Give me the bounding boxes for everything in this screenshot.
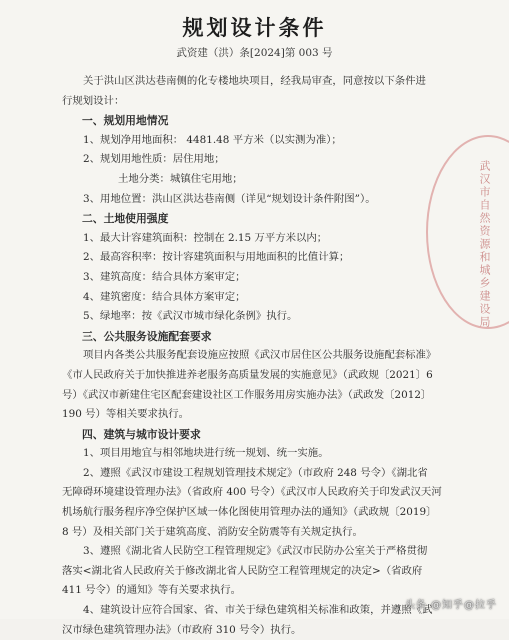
paragraph-line: 411 号令）的通知》等有关要求执行。 (62, 584, 241, 597)
paragraph-line: 项目内各类公共服务配套设施应按照《武汉市居住区公共服务设施配套标准》 (83, 349, 437, 362)
numbered-item: 4、建筑设计应符合国家、省、市关于绿色建筑相关标准和政策，并遵照《武 (83, 604, 433, 617)
numbered-item: 2、规划用地性质：居住用地； (83, 153, 225, 166)
numbered-item: 1、规划净用地面积： 4481.48 平方米（以实测为准）； (83, 133, 342, 146)
paragraph-line: 行规划设计： (62, 94, 125, 107)
numbered-item: 3、遵照《湖北省人民防空工程管理规定》《武汉市民防办公室关于严格贯彻 (83, 545, 428, 558)
paragraph-line: 无障碍环境建设管理办法》（省政府 400 号令）《武汉市人民政府关于印发武汉天河 (62, 486, 442, 499)
sub-item: 土地分类：城镇住宅用地； (118, 172, 243, 185)
official-seal-text: 武汉市自然资源和城乡建设局 (478, 160, 491, 329)
paragraph-line: 《市人民政府关于加快推进养老服务高质量发展的实施意见》（武政规〔2021〕6 (62, 368, 433, 381)
numbered-item: 1、项目用地宜与相邻地块进行统一规划、统一实施。 (83, 447, 329, 460)
paragraph-line: 190 号）等相关要求执行。 (62, 408, 190, 421)
document-title: 规划设计条件 (182, 16, 327, 40)
document-body (62, 72, 462, 640)
numbered-item: 2、遵照《武汉市建设工程规划管理技术规定》（市政府 248 号令）《湖北省 (83, 466, 428, 479)
section-heading: 四、建筑与城市设计要求 (82, 427, 201, 441)
paragraph-line: 汉市绿色建筑管理办法》（市政府 310 号令）执行。 (62, 623, 302, 636)
numbered-item: 3、建筑高度：结合具体方案审定； (83, 270, 246, 283)
document-number: 武资建（洪）条[2024]第 003 号 (176, 47, 333, 59)
paragraph-line: 落实<湖北省人民政府关于修改湖北省人民防空工程管理规定的决定>（省政府 (62, 564, 423, 577)
paragraph-line: 关于洪山区洪达巷南侧的化专楼地块项目，经我局审查，同意按以下条件进 (83, 75, 426, 87)
section-heading: 二、土地使用强度 (82, 212, 169, 226)
numbered-item: 2、最高容积率：按计容建筑面积与用地面积的比值计算； (83, 251, 350, 264)
numbered-item: 5、绿地率：按《武汉市城市绿化条例》执行。 (83, 310, 298, 323)
paragraph-line: 机场航行服务程序净空保护区域一体化图使用管理办法的通知》（武政规〔2019〕 (62, 506, 437, 519)
numbered-item: 4、建筑密度：结合具体方案审定； (83, 290, 246, 303)
watermark: 头条 @知乎@拉乎 (404, 600, 497, 611)
numbered-item: 1、最大计容建筑面积：控制在 2.15 万平方米以内； (83, 231, 328, 244)
section-heading: 一、规划用地情况 (82, 114, 169, 128)
paragraph-line: 号）《武汉市新建住宅区配套建设社区工作服务用房实施办法》（武政发〔2012〕 (62, 388, 432, 401)
numbered-item: 3、用地位置：洪山区洪达巷南侧（详见“规划设计条件附图”）。 (83, 192, 376, 205)
section-heading: 三、公共服务设施配套要求 (82, 329, 212, 343)
paragraph-line: 8 号）及相关部门关于建筑高度、消防安全防震等有关规定执行。 (62, 525, 363, 538)
